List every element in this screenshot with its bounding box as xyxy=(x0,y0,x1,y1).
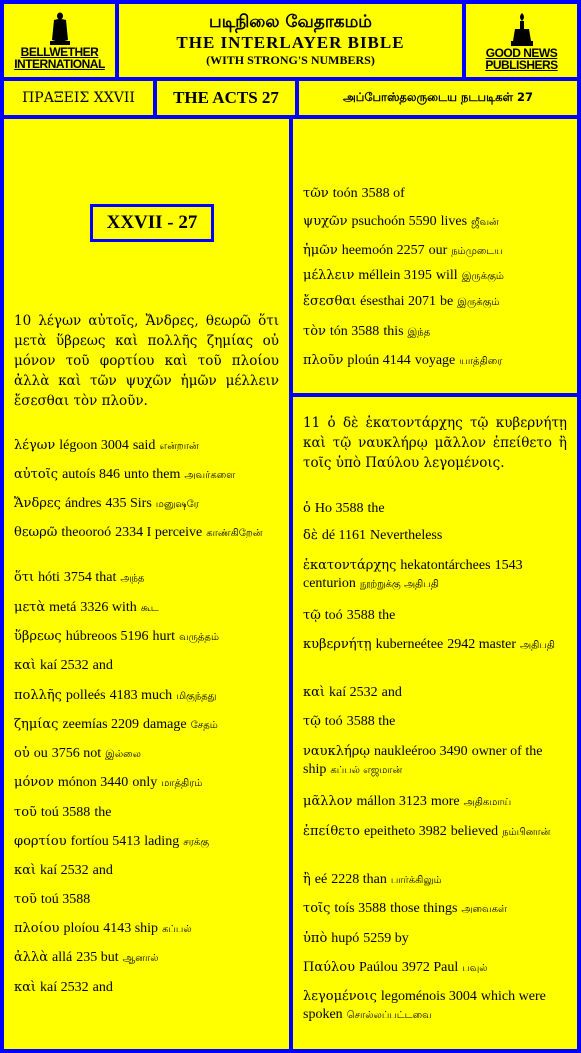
greek-word: καὶ xyxy=(14,980,37,995)
book-title-block xyxy=(119,4,462,77)
transliteration: Paúlou xyxy=(359,960,398,975)
word-entry xyxy=(303,900,567,919)
english-gloss: the xyxy=(367,501,385,516)
tamil-gloss: பார்க்கிலும் xyxy=(390,875,442,886)
tamil-gloss: யாத்திரை xyxy=(459,356,503,367)
english-gloss: only xyxy=(132,775,158,790)
greek-word: Παύλου xyxy=(303,960,355,975)
title-sub: (WITH STRONG'S NUMBERS) xyxy=(206,53,375,67)
word-entry xyxy=(303,213,567,232)
english-gloss: more xyxy=(430,794,460,809)
word-entry xyxy=(14,569,279,588)
tamil-gloss: ஆனால் xyxy=(122,953,159,964)
right-top-column xyxy=(293,119,577,393)
bell-figure-icon xyxy=(48,12,72,46)
good-news-logo-text: GOOD NEWS PUBLISHERS xyxy=(485,45,558,72)
transliteration: dé 1161 xyxy=(321,528,367,543)
word-entry xyxy=(303,959,567,978)
greek-word: ἐπείθετο xyxy=(303,824,360,839)
greek-word: μετὰ xyxy=(14,600,46,615)
verse-11-text: 11 ὁ δὲ ἑκατοντάρχης τῷ κυβερνήτῃ καὶ τῷ ναυκλήρῳ μᾶλλον ἐπείθετο ἢ τοῖς ὑπὸ Παύλου λεγομένοις. xyxy=(303,415,567,471)
transliteration: tón 3588 xyxy=(329,324,380,339)
transliteration: ándres xyxy=(64,496,102,511)
english-gloss: 3972 Paul xyxy=(401,960,459,975)
greek-word: δὲ xyxy=(303,528,318,543)
english-gloss: be xyxy=(440,294,454,309)
greek-word: τῷ xyxy=(303,714,321,729)
english-gloss: 3754 that xyxy=(63,570,117,585)
english-gloss: voyage xyxy=(414,353,456,368)
tamil-gloss: மிகுந்தது xyxy=(176,691,217,702)
english-gloss: 1543 centurion xyxy=(303,558,523,591)
torch-figure-icon xyxy=(509,11,535,47)
english-gloss: 2334 I perceive xyxy=(115,525,203,540)
greek-word: ἑκατοντάρχης xyxy=(303,558,397,573)
word-entry xyxy=(14,862,279,880)
word-entry xyxy=(303,607,567,625)
word-entry xyxy=(303,743,567,780)
transliteration: kaí 2532 xyxy=(329,685,378,700)
english-gloss: unto them xyxy=(124,467,181,482)
word-entry xyxy=(303,871,567,890)
greek-word: ψυχῶν xyxy=(303,214,348,229)
greek-word: αὐτοῖς xyxy=(14,467,59,482)
tamil-gloss: வருத்தம் xyxy=(179,632,219,643)
transliteration: naukleéroo 3490 xyxy=(373,744,468,759)
transliteration: theooroó xyxy=(61,525,112,540)
transliteration: eé xyxy=(314,872,328,887)
word-entry xyxy=(303,352,567,371)
english-gloss: 3756 not xyxy=(51,746,102,761)
transliteration: hekatontárchees xyxy=(400,558,491,573)
word-entry xyxy=(14,495,279,514)
word-entry xyxy=(14,949,279,968)
greek-word: καὶ xyxy=(14,658,37,673)
bellwether-logo-text: BELLWETHER INTERNATIONAL xyxy=(14,44,105,71)
transliteration: ploíou xyxy=(63,921,100,936)
greek-word: ἢ xyxy=(303,872,311,887)
transliteration: allá xyxy=(52,950,73,965)
word-entry xyxy=(14,437,279,456)
tamil-gloss: சேதம் xyxy=(190,720,218,731)
english-gloss: and xyxy=(92,658,113,673)
greek-word: τοῦ xyxy=(14,805,37,820)
word-entry xyxy=(303,713,567,731)
tamil-gloss: அதிபதி xyxy=(520,640,555,651)
greek-word: κυβερνήτῃ xyxy=(303,637,372,652)
tamil-gloss: சொல்லப்பட்டவை xyxy=(346,1010,432,1021)
word-entry xyxy=(303,242,567,261)
tamil-gloss: அவர்களை xyxy=(184,470,236,481)
greek-word: μᾶλλον xyxy=(303,794,353,809)
word-entry xyxy=(303,500,567,518)
english-gloss: owner of the ship xyxy=(303,744,543,777)
greek-word: τοῦ xyxy=(14,892,37,907)
word-entry xyxy=(14,979,279,997)
bellwether-logo xyxy=(4,4,115,77)
english-gloss: 3588 the xyxy=(346,608,396,623)
transliteration: kuberneétee xyxy=(375,637,444,652)
title-main: THE INTERLAYER BIBLE xyxy=(176,33,405,52)
transliteration: ou xyxy=(33,746,48,761)
title-tamil: படிநிலை வேதாகமம் xyxy=(209,12,372,32)
transliteration: mállon 3123 xyxy=(356,794,427,809)
english-gloss: those things xyxy=(390,901,458,916)
english-gloss: lading xyxy=(144,834,180,849)
english-gloss: which were spoken xyxy=(303,989,546,1022)
transliteration: Ho 3588 xyxy=(314,501,364,516)
english-gloss: the xyxy=(94,805,112,820)
chapter-box: XXVII - 27 xyxy=(90,204,214,242)
greek-word: τῶν xyxy=(303,186,329,201)
greek-word: πλοίου xyxy=(14,921,60,936)
tamil-gloss: அந்த xyxy=(120,573,145,584)
word-entry xyxy=(303,185,567,203)
english-gloss: 2228 than xyxy=(331,872,387,887)
greek-word: φορτίου xyxy=(14,834,67,849)
transliteration: psuchoón 5590 xyxy=(351,214,437,229)
transliteration: toú 3588 xyxy=(40,805,91,820)
greek-word: ναυκλήρῳ xyxy=(303,744,370,759)
transliteration: méllein 3195 xyxy=(358,268,432,283)
word-entry xyxy=(14,891,279,909)
greek-word: ζημίας xyxy=(14,717,59,732)
english-gloss: 3326 with xyxy=(80,600,137,615)
transliteration: húbreoos 5196 xyxy=(65,629,149,644)
word-entry xyxy=(14,657,279,675)
tamil-gloss: கப்பல் எஜமான் xyxy=(330,765,403,776)
word-entry xyxy=(14,920,279,939)
tamil-gloss: மாத்திரம் xyxy=(161,778,203,789)
word-entry xyxy=(14,804,279,822)
word-entry xyxy=(303,557,567,594)
transliteration: zeemías 2209 xyxy=(62,717,140,732)
transliteration: fortíou 5413 xyxy=(70,834,141,849)
english-gloss: 3588 of xyxy=(361,186,405,201)
tamil-gloss: மனுஷரே xyxy=(155,499,199,510)
transliteration: ésesthai 2071 xyxy=(360,294,436,309)
english-gloss: 435 Sirs xyxy=(105,496,152,511)
transliteration: heemoón 2257 xyxy=(341,243,425,258)
greek-word: τῷ xyxy=(303,608,321,623)
greek-word: μέλλειν xyxy=(303,268,355,283)
word-entry xyxy=(14,774,279,793)
tamil-gloss: என்றான் xyxy=(159,441,199,452)
transliteration: hóti xyxy=(38,570,60,585)
english-gloss: believed xyxy=(450,824,499,839)
greek-word: πλοῦν xyxy=(303,353,344,368)
greek-word: ὑπὸ xyxy=(303,931,328,946)
transliteration: toó xyxy=(324,608,343,623)
greek-word: καὶ xyxy=(14,863,37,878)
tamil-gloss: அதிகமாய் xyxy=(463,797,512,808)
english-gloss: 3588 the xyxy=(346,714,396,729)
tamil-gloss: கப்பல் xyxy=(162,924,192,935)
tamil-book-label: அப்போஸ்தலருடைய நடபடிகள் 27 xyxy=(299,81,577,115)
greek-word: Ἄνδρες xyxy=(14,496,61,511)
left-column xyxy=(4,119,289,1049)
transliteration: ploún 4144 xyxy=(347,353,411,368)
greek-word: ὅτι xyxy=(14,570,35,585)
greek-word: ἔσεσθαι xyxy=(303,294,357,309)
greek-word: τὸν xyxy=(303,324,326,339)
tamil-gloss: நம்முடைய xyxy=(451,246,503,257)
english-gloss: 2942 master xyxy=(447,637,517,652)
word-entry xyxy=(303,684,567,702)
tamil-gloss: இருக்கும் xyxy=(461,271,504,282)
greek-word: ὁ xyxy=(303,501,311,516)
good-news-logo xyxy=(466,4,577,77)
greek-word: μόνον xyxy=(14,775,54,790)
english-gloss: hurt xyxy=(152,629,176,644)
greek-word: ἀλλὰ xyxy=(14,950,49,965)
tamil-gloss: காண்கிறேன் xyxy=(206,528,263,539)
english-gloss: and xyxy=(92,863,113,878)
greek-word: ὕβρεως xyxy=(14,629,62,644)
tamil-gloss: இருக்கும் xyxy=(457,297,500,308)
tamil-gloss: பவுல் xyxy=(462,963,488,974)
tamil-gloss: சரக்கு xyxy=(183,837,210,848)
english-book-label: THE ACTS 27 xyxy=(157,81,295,115)
word-entry xyxy=(303,930,567,948)
english-gloss: this xyxy=(383,324,404,339)
word-entry xyxy=(303,293,567,312)
word-entry xyxy=(14,628,279,647)
english-gloss: 4183 much xyxy=(109,688,173,703)
word-entry xyxy=(303,636,567,655)
transliteration: metá xyxy=(49,600,77,615)
greek-word: λεγομένοις xyxy=(303,989,377,1004)
greek-word: οὐ xyxy=(14,746,30,761)
transliteration: kaí 2532 xyxy=(40,980,89,995)
transliteration: epeitheto 3982 xyxy=(363,824,447,839)
tamil-gloss: அவைகள் xyxy=(461,904,507,915)
greek-word: λέγων xyxy=(14,438,56,453)
transliteration: toís 3588 xyxy=(334,901,387,916)
transliteration: autoís 846 xyxy=(62,467,121,482)
greek-word: ἡμῶν xyxy=(303,243,338,258)
tamil-gloss: இல்லை xyxy=(105,749,141,760)
word-entry xyxy=(14,599,279,618)
english-gloss: 235 but xyxy=(76,950,119,965)
verse-10-text: 10 λέγων αὐτοῖς, Ἄνδρες, θεωρῶ ὅτι μετὰ ὕβρεως καὶ πολλῆς ζημίας οὐ μόνον τοῦ φορτίου καὶ τοῦ πλοίου ἀλλὰ καὶ τῶν ψυχῶν ἡμῶν μέλλειν ἔσεσθαι τὸν πλοῦν. xyxy=(14,313,279,409)
english-gloss: and xyxy=(381,685,402,700)
tamil-gloss: நூற்றுக்கு அதிபதி xyxy=(359,579,439,590)
word-entry xyxy=(14,466,279,485)
transliteration: polleés xyxy=(65,688,106,703)
word-entry xyxy=(303,823,567,842)
english-gloss: 4143 ship xyxy=(103,921,159,936)
english-gloss: will xyxy=(435,268,458,283)
transliteration: hupó xyxy=(331,931,360,946)
transliteration: legoménois 3004 xyxy=(380,989,477,1004)
greek-word: πολλῆς xyxy=(14,688,62,703)
word-entry xyxy=(303,793,567,812)
word-entry xyxy=(14,687,279,706)
tamil-gloss: நம்பினான் xyxy=(502,827,551,838)
transliteration: toó xyxy=(324,714,343,729)
word-entry xyxy=(303,988,567,1025)
right-bottom-column xyxy=(293,397,577,1049)
word-entry xyxy=(14,833,279,852)
word-entry xyxy=(14,524,279,543)
tamil-gloss: இந்த xyxy=(407,327,431,338)
transliteration: mónon 3440 xyxy=(57,775,129,790)
english-gloss: our xyxy=(428,243,448,258)
transliteration: kaí 2532 xyxy=(40,863,89,878)
word-entry xyxy=(303,527,567,545)
english-gloss: 5259 by xyxy=(363,931,409,946)
english-gloss: said xyxy=(132,438,156,453)
transliteration: kaí 2532 xyxy=(40,658,89,673)
english-gloss: lives xyxy=(440,214,468,229)
greek-word: θεωρῶ xyxy=(14,525,58,540)
english-gloss: Nevertheless xyxy=(370,528,443,543)
tamil-gloss: கூட xyxy=(140,603,159,614)
english-gloss: damage xyxy=(143,717,187,732)
word-entry xyxy=(14,745,279,764)
transliteration: toón xyxy=(332,186,358,201)
greek-book-label: ΠΡΑΞΕΙΣ XXVII xyxy=(4,81,153,115)
word-entry xyxy=(303,267,567,286)
english-gloss: and xyxy=(92,980,113,995)
transliteration: légoon 3004 xyxy=(59,438,129,453)
greek-word: καὶ xyxy=(303,685,326,700)
word-entry xyxy=(14,716,279,735)
word-entry xyxy=(303,323,567,342)
transliteration: toú 3588 xyxy=(40,892,91,907)
tamil-gloss: ஜீவன் xyxy=(471,217,499,228)
greek-word: τοῖς xyxy=(303,901,331,916)
